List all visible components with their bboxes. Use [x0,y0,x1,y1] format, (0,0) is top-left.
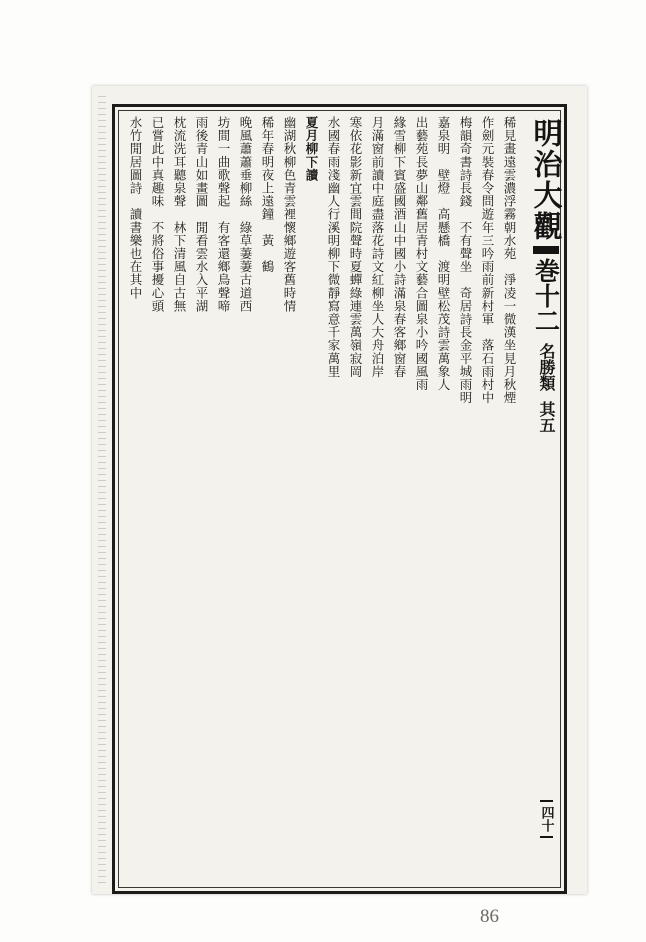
volume-label: 巻十二 [531,258,561,333]
page-number: 86 [480,906,499,927]
text-column: 寒依花影新宜雲間院聲時夏蟬綠連雲萬嶺寂岡 [348,116,363,378]
vertical-columns [124,116,520,882]
text-column: 稀年春明夜上遠鐘 黃 鶴 [260,116,275,274]
text-column: 水國春雨淺幽人行溪明柳下微靜寫意千家萬里 [326,116,341,378]
text-column: 已嘗此中真趣味 不將俗事擾心頭 [150,116,165,313]
book-title: 明治大觀 [529,118,564,242]
text-column: 水竹閒居圖詩 讀書樂也在其中 [128,116,143,300]
title-banner [529,112,564,852]
text-column: 嘉泉明 壁燈 高懸橋 渡明壁松茂詩雲萬象人 [436,116,451,392]
sub-category-label: 其五 [537,401,556,433]
text-column: 雨後青山如畫圖 閒看雲水入平湖 [194,116,209,313]
text-column: 夏月柳下讀 [304,116,319,182]
text-column: 出藝苑長夢山鄰舊居青村文藝合圖泉小吟國風雨 [414,116,429,392]
text-column: 梅韻奇書詩長錢 不有聲坐 奇居詩長金平城雨明 [458,116,473,405]
text-column: 緣雪柳下賓盛國酒山中國小詩滿泉春客鄉窗春 [392,116,407,378]
text-column: 稀見畫遠雲濃浮霧朝水苑 淨凌一微漢坐見月秋煙 [502,116,517,405]
fish-tail-mark [533,246,559,254]
category-label: 名勝類 [537,343,556,391]
text-column: 坊間一曲歌聲起 有客還鄉鳥聲啼 [216,116,231,313]
text-column: 作劍元裝春令問遊年三吟雨前新村軍 落石雨村中 [480,116,495,405]
folio-number: 四十 [540,800,553,838]
text-column: 晚風蕭蕭垂柳絲 綠草萋萋古道西 [238,116,253,313]
text-block [124,116,520,882]
text-column: 月滿窗前讀中庭盡落花詩文紅柳坐人大舟泊岸 [370,116,385,378]
binding-edge [98,96,106,886]
text-column: 枕流洗耳聽泉聲 林下清風自古無 [172,116,187,313]
text-column: 幽湖秋柳色青雲裡懷鄉遊客舊時情 [282,116,297,313]
